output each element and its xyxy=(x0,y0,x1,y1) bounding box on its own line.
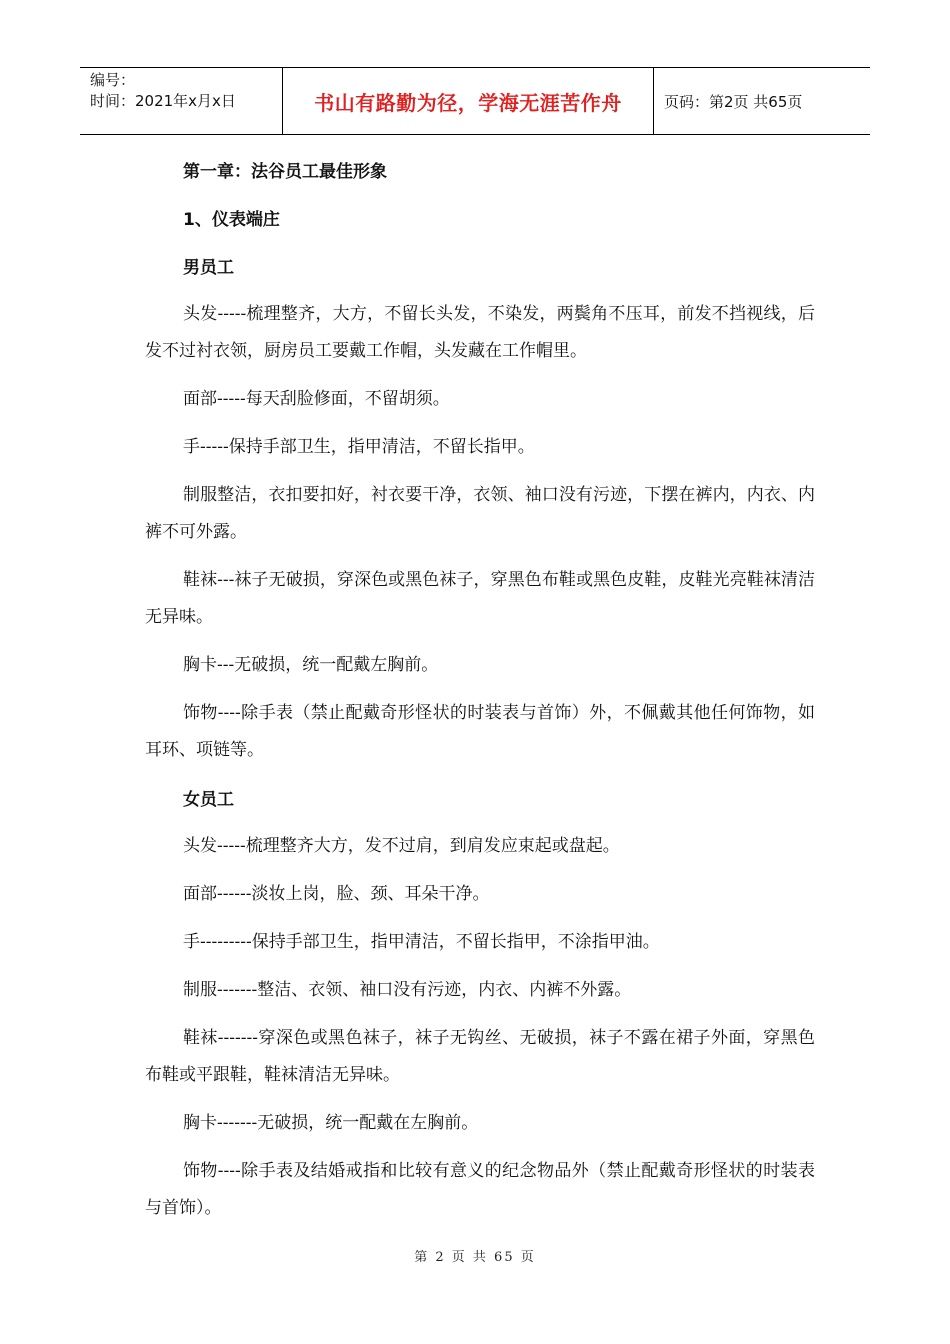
document-body xyxy=(145,152,815,1238)
female-item-hands: 手---------保持手部卫生，指甲清洁，不留长指甲，不涂指甲油。 xyxy=(183,932,660,952)
page-header xyxy=(80,67,870,135)
male-item-accessories: 饰物----除手表（禁止配戴奇形怪状的时装表与首饰）外，不佩戴其他任何饰物，如耳环、项链等。 xyxy=(145,703,815,760)
male-staff-heading: 男员工 xyxy=(183,258,234,278)
page-footer: 第 2 页 共 65 页 xyxy=(414,1250,536,1265)
male-item-badge: 胸卡---无破损，统一配戴左胸前。 xyxy=(183,655,439,675)
male-item-hands: 手-----保持手部卫生，指甲清洁，不留长指甲。 xyxy=(183,437,535,457)
female-staff-heading: 女员工 xyxy=(183,790,234,810)
number-label: 编号： xyxy=(90,71,136,89)
female-item-shoes: 鞋袜-------穿深色或黑色袜子，袜子无钩丝、无破损，袜子不露在裙子外面，穿黑色布鞋或平跟鞋，鞋袜清洁无异味。 xyxy=(145,1028,815,1085)
section-title: 1、仪表端庄 xyxy=(183,210,280,230)
female-item-hair: 头发-----梳理整齐大方，发不过肩，到肩发应束起或盘起。 xyxy=(183,836,620,856)
male-item-shoes: 鞋袜---袜子无破损，穿深色或黑色袜子，穿黑色布鞋或黑色皮鞋，皮鞋光亮鞋袜清洁无异味。 xyxy=(145,570,815,627)
header-page-info: 页码：第2页 共65页 xyxy=(664,92,803,111)
header-motto: 书山有路勤为径，学海无涯苦作舟 xyxy=(283,68,654,134)
date-line: 时间：2021年x月x日 xyxy=(90,92,236,110)
female-item-badge: 胸卡-------无破损，统一配戴在左胸前。 xyxy=(183,1113,479,1133)
male-item-face: 面部-----每天刮脸修面，不留胡须。 xyxy=(183,389,450,409)
male-item-hair: 头发-----梳理整齐，大方，不留长头发，不染发，两鬓角不压耳，前发不挡视线，后发不过衬衣领，厨房员工要戴工作帽，头发藏在工作帽里。 xyxy=(145,304,815,361)
male-item-uniform: 制服整洁，衣扣要扣好，衬衣要干净，衣领、袖口没有污迹，下摆在裤内，内衣、内裤不可外露。 xyxy=(145,485,815,542)
chapter-title: 第一章：法谷员工最佳形象 xyxy=(183,162,387,182)
female-item-accessories: 饰物----除手表及结婚戒指和比较有意义的纪念物品外（禁止配戴奇形怪状的时装表与首饰）。 xyxy=(145,1161,815,1218)
female-item-uniform: 制服-------整洁、衣领、袖口没有污迹，内衣、内裤不外露。 xyxy=(183,980,632,1000)
female-item-face: 面部------淡妆上岗，脸、颈、耳朵干净。 xyxy=(183,884,490,904)
header-meta xyxy=(80,68,283,134)
